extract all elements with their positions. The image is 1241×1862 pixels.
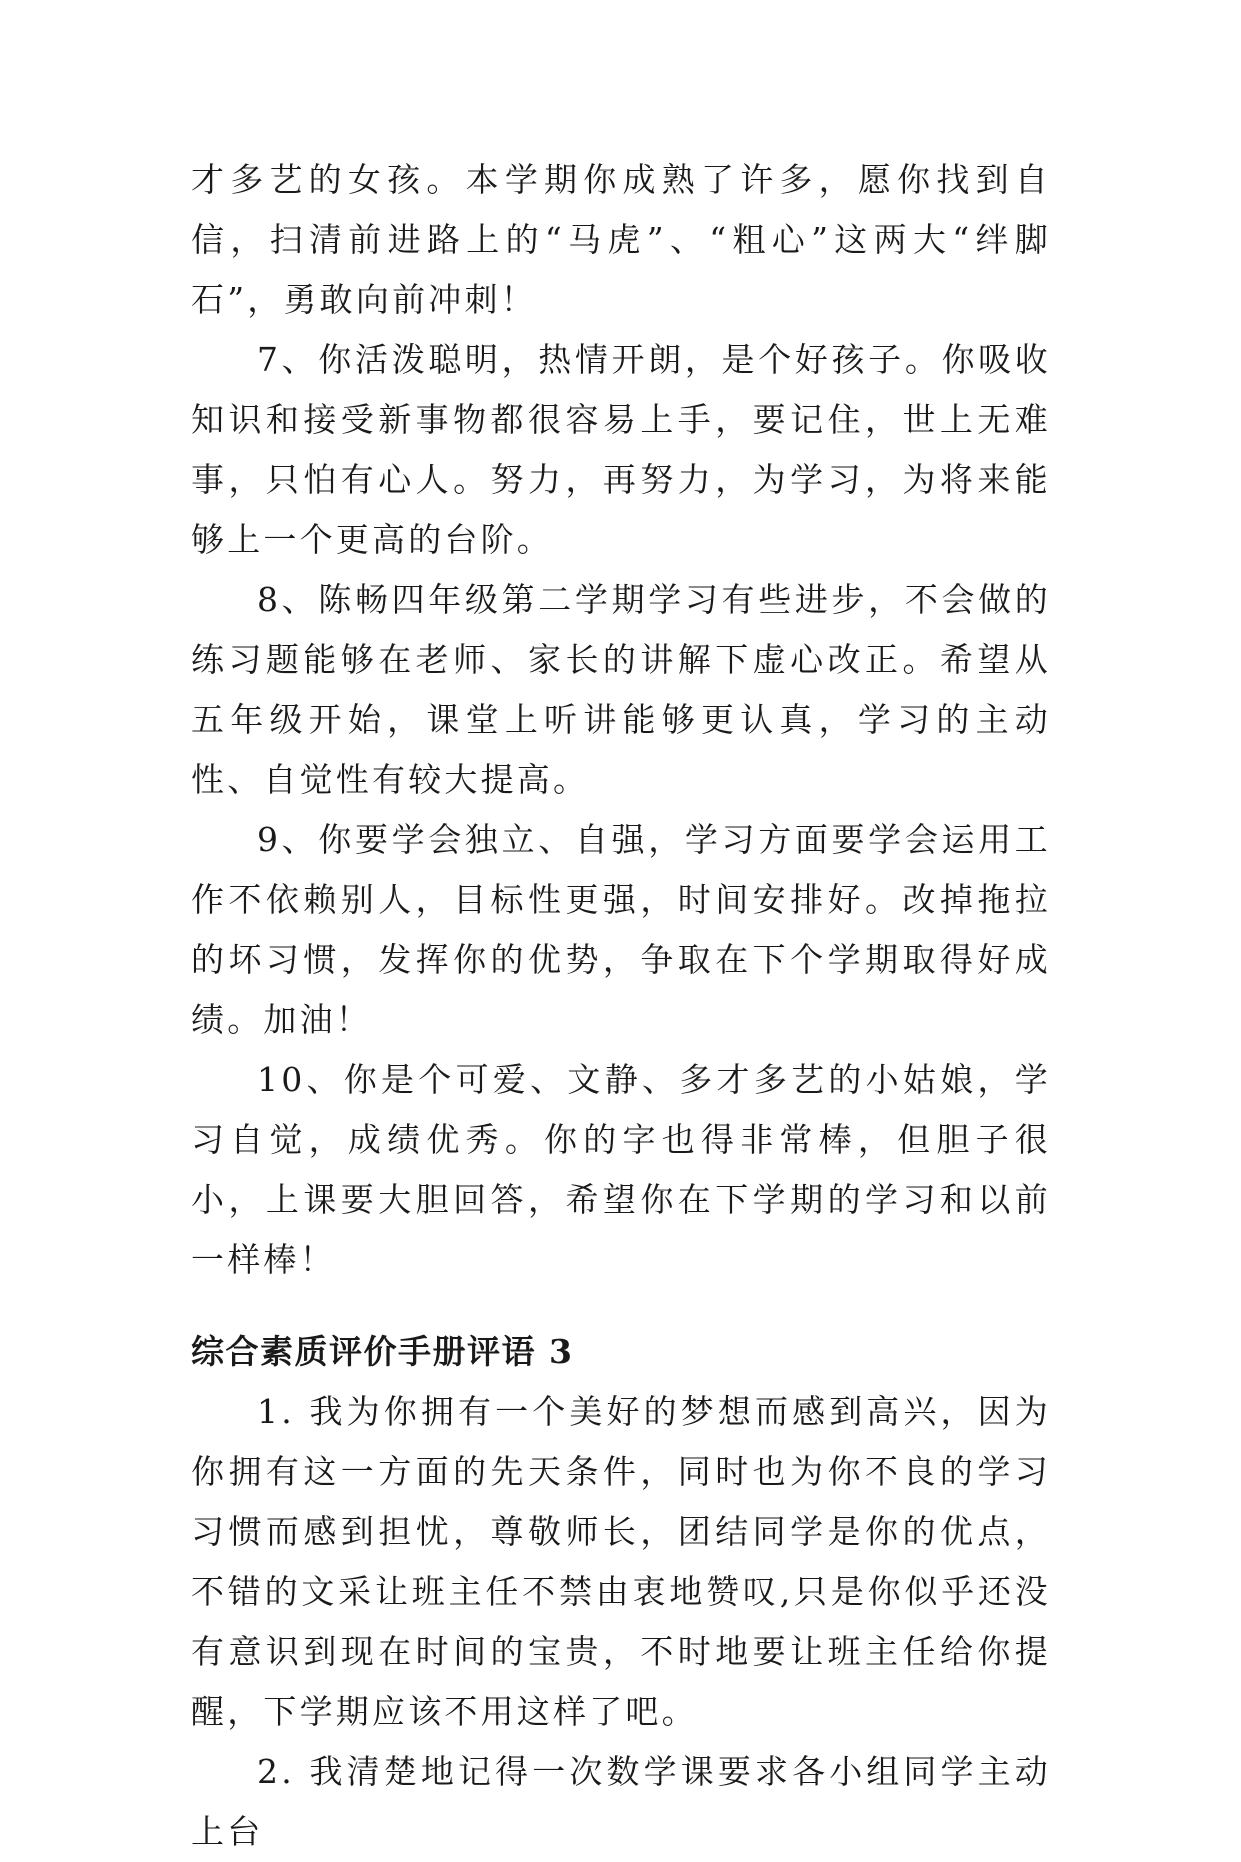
section-heading: 综合素质评价手册评语 3 [191,1332,574,1371]
comment-item-1: 1. 我为你拥有一个美好的梦想而感到高兴，因为你拥有这一方面的先天条件，同时也为你不良的学习习惯而感到担忧，尊敬师长，团结同学是你的优点，不错的文采让班主任不禁由衷地赞叹,只是你似乎还没有意识到现在时间的宝贵，不时地要让班主任给你提醒，下学期应该不用这样了吧。 [191,1392,1051,1731]
paragraph-continued: 才多艺的女孩。本学期你成熟了许多，愿你找到自信，扫清前进路上的“马虎”、“粗心”这两大“绊脚石”，勇敢向前冲刺！ [191,160,1051,319]
comment-item-9: 9、你要学会独立、自强，学习方面要学会运用工作不依赖别人，目标性更强，时间安排好。改掉拖拉的坏习惯，发挥你的优势，争取在下个学期取得好成绩。加油！ [191,820,1051,1039]
document-body [191,150,1051,1862]
comment-item-7: 7、你活泼聪明，热情开朗，是个好孩子。你吸收知识和接受新事物都很容易上手，要记住，世上无难事，只怕有心人。努力，再努力，为学习，为将来能够上一个更高的台阶。 [191,340,1051,559]
comment-item-8: 8、陈畅四年级第二学期学习有些进步，不会做的练习题能够在老师、家长的讲解下虚心改正。希望从五年级开始，课堂上听讲能够更认真，学习的主动性、自觉性有较大提高。 [191,580,1051,799]
comment-item-2: 2. 我清楚地记得一次数学课要求各小组同学主动上台 [191,1752,1051,1851]
comment-item-10: 10、你是个可爱、文静、多才多艺的小姑娘，学习自觉，成绩优秀。你的字也得非常棒，但胆子很小，上课要大胆回答，希望你在下学期的学习和以前一样棒！ [191,1060,1051,1279]
